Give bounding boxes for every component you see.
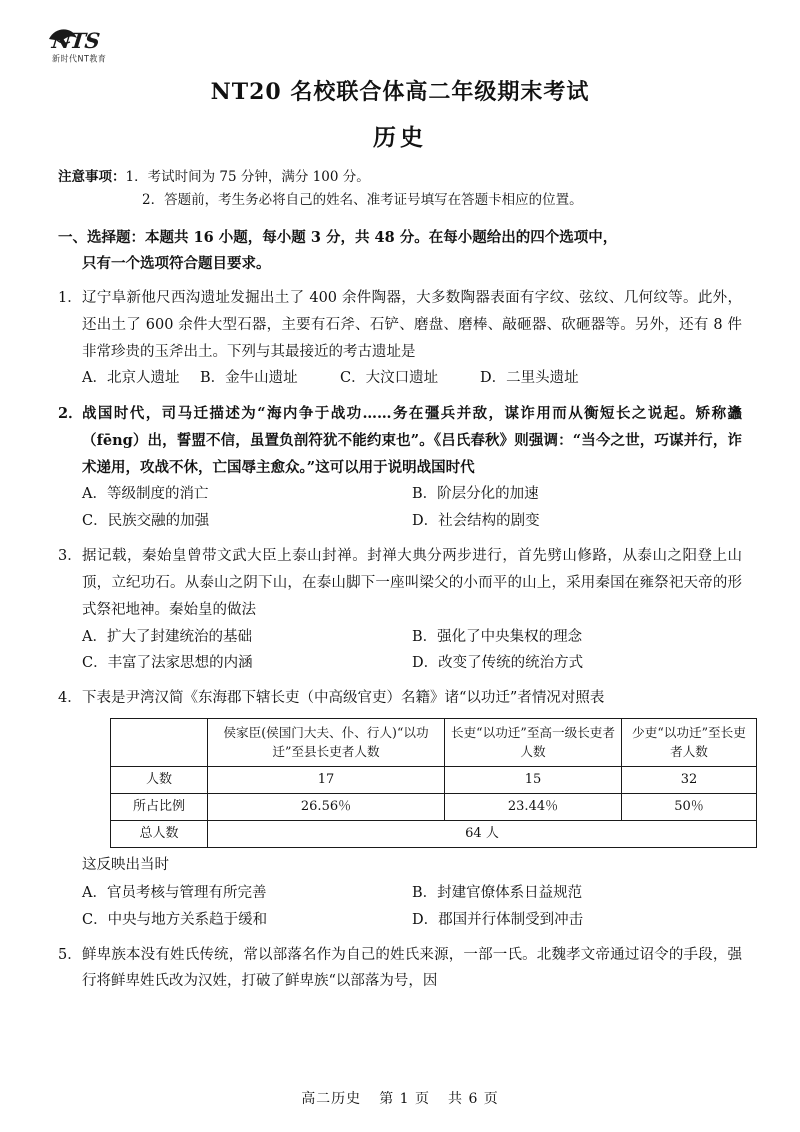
question-3-option-a[interactable]: A．扩大了封建统治的基础 (82, 628, 252, 645)
question-1 (58, 285, 742, 393)
footer-total: 共 6 页 (448, 1091, 499, 1107)
row-2-cell-0: 所占比例 (111, 794, 208, 821)
total-value-cell: 64 人 (208, 821, 757, 848)
total-label-cell: 总人数 (111, 821, 208, 848)
question-4-option-a[interactable]: A．官员考核与管理有所完善 (82, 884, 267, 901)
question-4-number: 4． (58, 690, 82, 707)
question-1-option-b[interactable]: B．金牛山遗址 (200, 370, 298, 387)
page-footer (0, 1088, 800, 1108)
question-4-text: 下表是尹湾汉简《东海郡下辖长吏（中高级官吏）名籍》诸“以功迁”者情况对照表 (82, 690, 605, 707)
table-header-cell-3: 少吏“以功迁”至长吏者人数 (622, 718, 757, 766)
table-row (111, 794, 757, 821)
logo (52, 30, 162, 74)
question-2-option-a[interactable]: A．等级制度的消亡 (82, 486, 209, 503)
question-4-table-wrapper (58, 718, 746, 848)
question-2-text: 战国时代，司马迁描述为“海内争于战功……务在彊兵并敌，谋诈用而从衡短长之说起。矫称蠭（fēng）出，誓盟不信，虽置负剖符犹不能约束也”。《吕氏春秋》则强调：“当今之世，巧谋并行，诈术递用，攻战不休，亡国辱主愈众。”这可以用于说明战国时代 (82, 405, 742, 476)
subject-title: 历史 (373, 123, 427, 151)
footer-subject: 高二历史 (301, 1091, 362, 1107)
question-2-option-d[interactable]: D．社会结构的剧变 (412, 513, 540, 530)
question-3-number: 3． (58, 548, 82, 565)
logo-mark: NTS (50, 28, 101, 53)
question-4-table (110, 718, 757, 848)
question-1-text: 辽宁阜新他尺西沟遗址发掘出土了 400 余件陶器，大多数陶器表面有字纹、弦纹、几何纹等。此外，还出土了 600 余件大型石器，主要有石斧、石铲、磨盘、磨棒、敲砸器、砍砸器等。另外，还有 8 件非常珍贵的玉斧出土。下列与其最接近的考古遗址是 (82, 290, 742, 360)
table-row (111, 766, 757, 793)
question-1-number: 1． (58, 290, 82, 307)
question-1-option-c[interactable]: C．大汶口遗址 (340, 370, 439, 387)
footer-page: 第 1 页 (379, 1091, 430, 1107)
question-2-option-c[interactable]: C．民族交融的加强 (82, 513, 210, 530)
row-2-cell-3: 50％ (622, 794, 757, 821)
question-3-option-c[interactable]: C．丰富了法家思想的内涵 (82, 655, 253, 672)
question-3 (58, 543, 742, 677)
section-heading-line-1: 一、选择题：本题共 16 小题，每小题 3 分，共 48 分。在每小题给出的四个选项中， (58, 228, 618, 246)
table-row-header (111, 718, 757, 766)
row-1-cell-2: 15 (445, 766, 622, 793)
row-1-cell-3: 32 (622, 766, 757, 793)
table-row-total (111, 821, 757, 848)
table-header-cell-2: 长吏“以功迁”至高一级长吏者人数 (445, 718, 622, 766)
question-4-option-b[interactable]: B．封建官僚体系日益规范 (412, 884, 583, 901)
question-2 (58, 401, 742, 535)
question-4-option-d[interactable]: D．郡国并行体制受到冲击 (412, 911, 584, 928)
question-1-option-a[interactable]: A．北京人遗址 (82, 370, 180, 387)
question-1-options (58, 365, 742, 393)
question-4-option-c[interactable]: C．中央与地方关系趋于缓和 (82, 911, 268, 928)
page-title: NT20 名校联合体高二年级期末考试 (210, 79, 590, 105)
question-3-text: 据记载，秦始皇曾带文武大臣上泰山封禅。封禅大典分两步进行，首先劈山修路，从泰山之阳登上山顶，立纪功石。从泰山之阴下山，在泰山脚下一座叫梁父的小而平的山上，采用秦国在雍祭祀天帝的形式祭祀地神。秦始皇的做法 (82, 548, 742, 618)
question-4-lead-in: 这反映出当时 (82, 857, 169, 874)
logo-subtitle: 新时代NT教育 (52, 53, 107, 64)
section-heading-line-2: 只有一个选项符合题目要求。 (82, 254, 271, 272)
table-header-cell-0 (111, 718, 208, 766)
row-2-cell-2: 23.44％ (445, 794, 622, 821)
question-3-option-b[interactable]: B．强化了中央集权的理念 (412, 628, 583, 645)
question-4 (58, 685, 746, 933)
row-1-cell-0: 人数 (111, 766, 208, 793)
question-2-number: 2． (58, 405, 83, 423)
notice-line-1 (58, 166, 742, 190)
notice-item-2: 2．答题前，考生务必将自己的姓名、准考证号填写在答题卡相应的位置。 (142, 192, 583, 209)
question-5 (58, 942, 742, 996)
notice-block (58, 166, 742, 213)
question-2-option-b[interactable]: B．阶层分化的加速 (412, 486, 539, 503)
notice-label: 注意事项： (58, 168, 126, 185)
section-heading (58, 225, 742, 277)
question-3-options (58, 624, 742, 678)
question-1-option-d[interactable]: D．二里头遗址 (480, 370, 579, 387)
notice-item-1: 1．考试时间为 75 分钟，满分 100 分。 (125, 168, 370, 185)
row-1-cell-1: 17 (208, 766, 445, 793)
question-3-option-d[interactable]: D．改变了传统的统治方式 (412, 655, 584, 672)
table-header-cell-1: 侯家臣(侯国门大夫、仆、行人)“以功迁”至县长吏者人数 (208, 718, 445, 766)
question-4-options (58, 880, 742, 934)
question-2-options (58, 481, 742, 535)
row-2-cell-1: 26.56％ (208, 794, 445, 821)
question-5-number: 5． (58, 946, 82, 963)
question-5-text: 鲜卑族本没有姓氏传统，常以部落名作为自己的姓氏来源，一部一氏。北魏孝文帝通过诏令的手段，强行将鲜卑姓氏改为汉姓，打破了鲜卑族“以部落为号，因 (82, 946, 742, 990)
